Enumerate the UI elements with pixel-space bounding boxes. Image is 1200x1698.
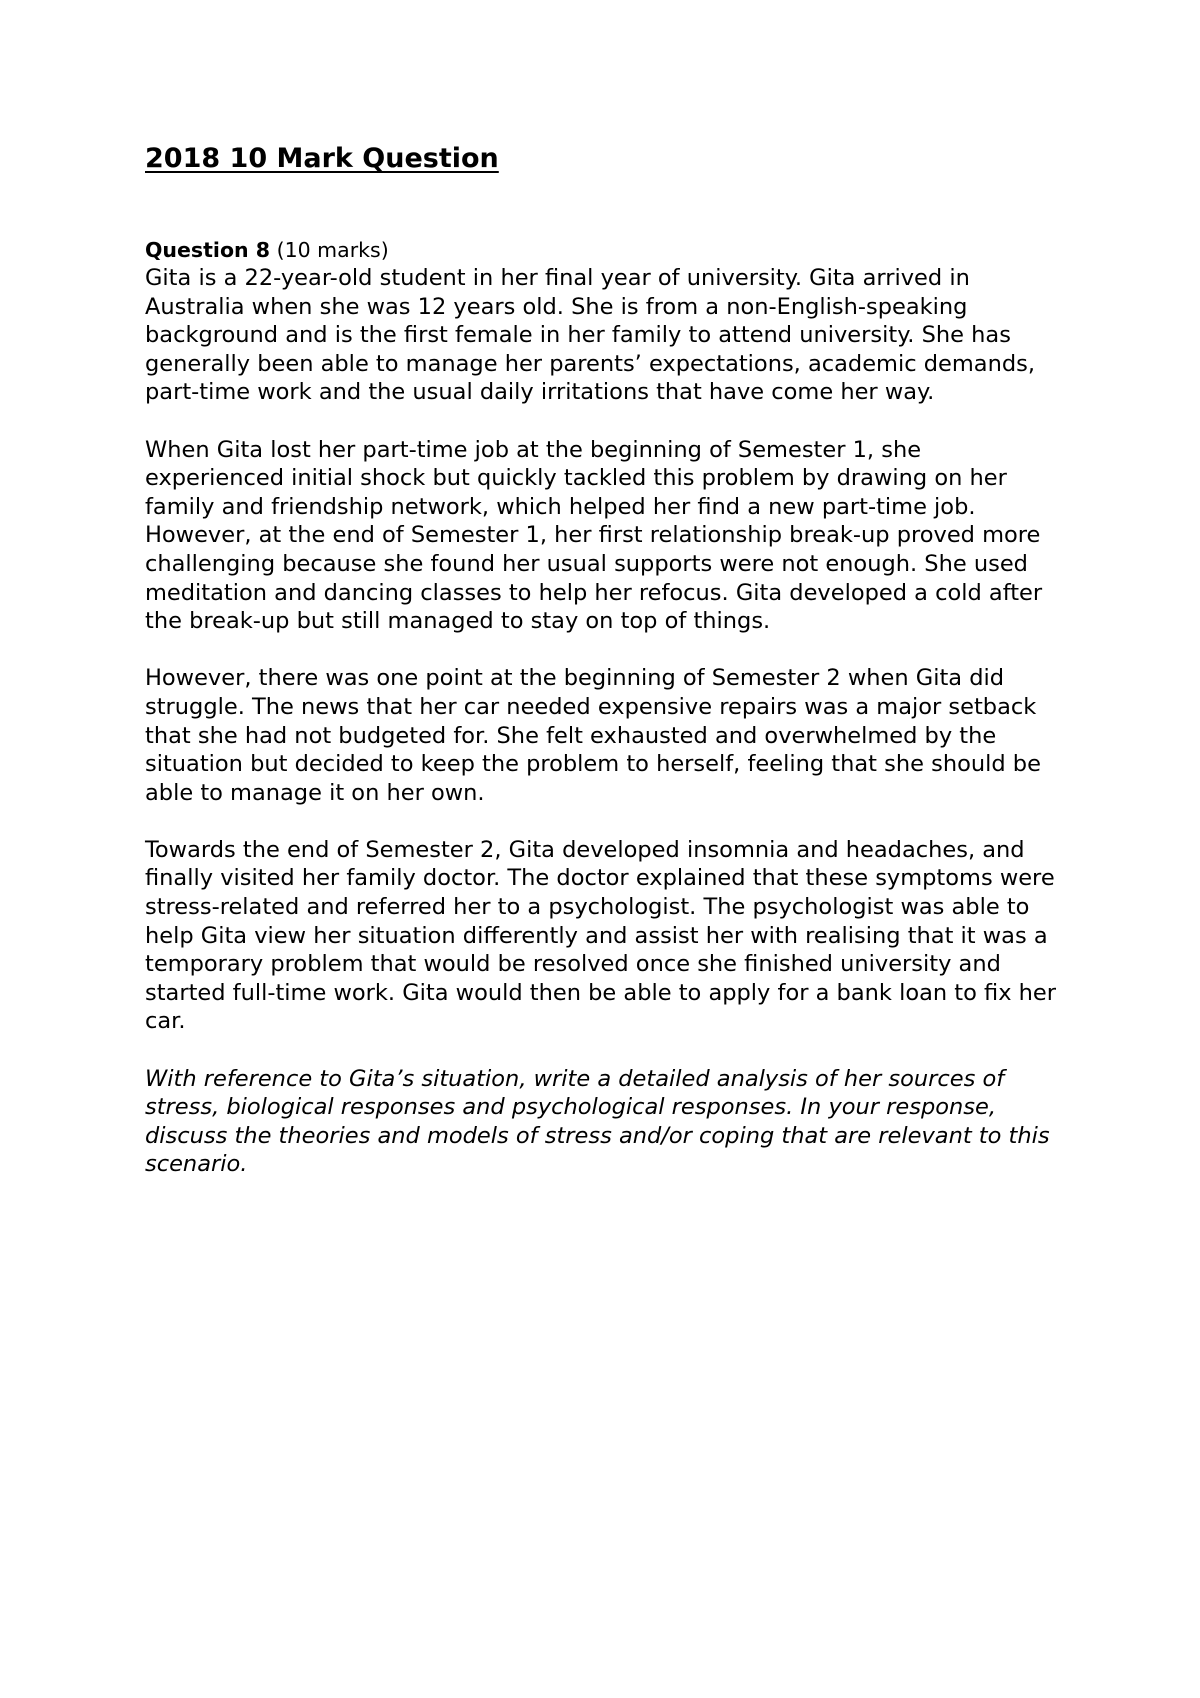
question-marks: (10 marks) [276, 238, 389, 262]
question-label: Question 8 [145, 238, 271, 262]
question-prompt: With reference to Gita’s situation, write a detailed analysis of her sources of stress, biological responses and psychological responses. In your response, discuss the theories and models of stress and/or coping that are relevant to this scenario. [145, 1065, 1050, 1178]
paragraph-background: Gita is a 22-year-old student in her final year of university. Gita arrived in Australia when she was 12 years old. She is from a non-English-speaking background and is the first female in her family to attend university. She has generally been able to manage her parents’ expectations, academic demands, part-time work and the usual daily irritations that have come her way. [145, 265, 1035, 406]
document-title: 2018 10 Mark Question [145, 143, 499, 174]
paragraph-semester-2-end: Towards the end of Semester 2, Gita developed insomnia and headaches, and finally visited her family doctor. The doctor explained that these symptoms were stress-related and referred her to a psychologist. The psychologist was able to help Gita view her situation differently and assist her with realising that it was a temporary problem that would be resolved once she finished university and started full-time work. Gita would then be able to apply for a bank loan to fix her car. [145, 836, 1057, 1035]
paragraph-semester-1: When Gita lost her part-time job at the beginning of Semester 1, she experienced initial shock but quickly tackled this problem by drawing on her family and friendship network, which helped her find a new part-time job. However, at the end of Semester 1, her first relationship break-up proved more challenging because she found her usual supports were not enough. She used meditation and dancing classes to help her refocus. Gita developed a cold after the break-up but still managed to stay on top of things. [145, 436, 1043, 635]
document-content [145, 142, 1065, 1179]
paragraph-semester-2-struggle: However, there was one point at the beginning of Semester 2 when Gita did struggle. The news that her car needed expensive repairs was a major setback that she had not budgeted for. She felt exhausted and overwhelmed by the situation but decided to keep the problem to herself, feeling that she should be able to manage it on her own. [145, 665, 1041, 806]
question-heading [145, 236, 1065, 264]
